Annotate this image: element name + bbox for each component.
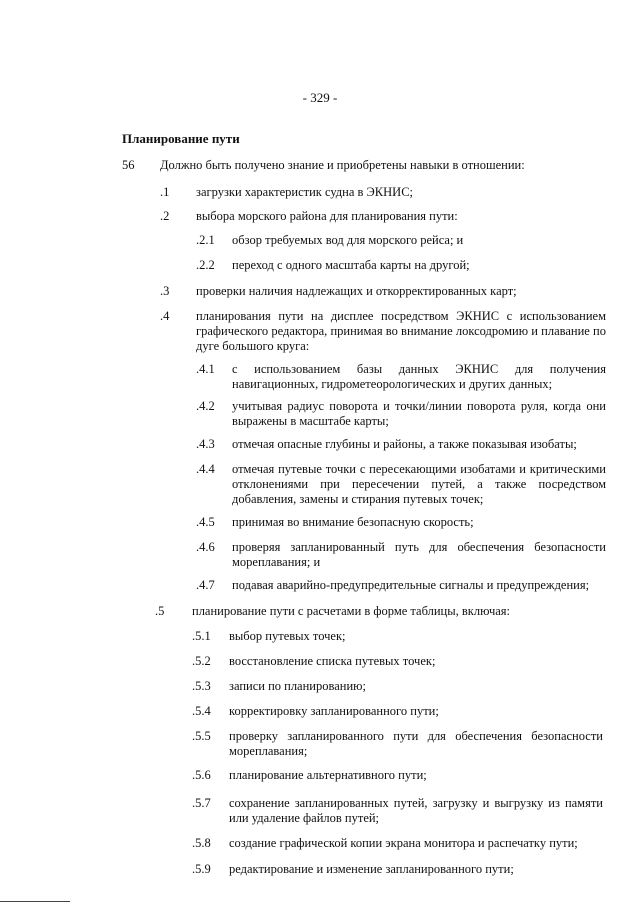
subsub-number: .4.2 [196,399,215,413]
subsub-text: с использованием базы данных ЭКНИС для получения навигационных, гидрометеорологических и других данных; [232,362,606,391]
subsub-number: .2.2 [196,258,215,272]
item-text: Должно быть получено знание и приобретены навыки в отношении: [160,158,525,172]
subsub-number: .4.4 [196,462,215,476]
subsub-number: .4.7 [196,578,215,592]
page-number: - 329 - [302,90,338,105]
sub-text: проверки наличия надлежащих и откорректированных карт; [196,284,517,298]
subsub-number: .4.1 [196,362,215,376]
subsub-number: .5.9 [192,862,211,876]
subsub-text: отмечая путевые точки с пересекающими изобатами и критическими отклонениями при пересечении путей, а также посредством добавления, замены и стирания путевых точек; [232,462,606,506]
subsub-text: корректировку запланированного пути; [229,704,439,718]
subsub-number: .5.8 [192,836,211,850]
subsub-text: редактирование и изменение запланированного пути; [229,862,514,876]
sub-number: .2 [160,209,170,223]
sub-number: .3 [160,284,170,298]
subsub-text: планирование альтернативного пути; [229,768,427,782]
item-number: 56 [122,158,135,172]
subsub-number: .5.1 [192,629,211,643]
subsub-text: создание графической копии экрана монитора и распечатку пути; [229,836,578,850]
subsub-number: .2.1 [196,233,215,247]
subsub-number: .4.3 [196,437,215,451]
subsub-text: принимая во внимание безопасную скорость; [232,515,474,529]
subsub-text: учитывая радиус поворота и точки/линии поворота руля, когда они выражены в масштабе карты; [232,399,606,428]
subsub-number: .5.5 [192,729,211,743]
subsub-text: восстановление списка путевых точек; [229,654,436,668]
subsub-number: .5.7 [192,796,211,810]
sub-number: .4 [160,309,170,323]
subsub-text: выбор путевых точек; [229,629,346,643]
subsub-text: обзор требуемых вод для морского рейса; и [232,233,464,247]
subsub-text: проверку запланированного пути для обеспечения безопасности мореплавания; [229,729,603,758]
sub-text: загрузки характеристик судна в ЭКНИС; [196,185,414,199]
subsub-number: .4.6 [196,540,215,554]
sub-number: .5 [155,604,165,618]
sub-text: выбора морского района для планирования пути: [196,209,458,223]
subsub-text: подавая аварийно-предупредительные сигналы и предупреждения; [232,578,590,592]
subsub-text: отмечая опасные глубины и районы, а также показывая изобаты; [232,437,577,451]
subsub-number: .5.4 [192,704,211,718]
footnote-rule [0,901,70,902]
subsub-number: .4.5 [196,515,215,529]
section-heading: Планирование пути [122,131,240,146]
subsub-text: сохранение запланированных путей, загрузку и выгрузку из памяти или удаление файлов путей; [229,796,603,825]
subsub-number: .5.3 [192,679,211,693]
sub-text: планирование пути с расчетами в форме таблицы, включая: [192,604,511,618]
subsub-text: переход с одного масштаба карты на другой; [232,258,470,272]
subsub-number: .5.2 [192,654,211,668]
subsub-text: проверяя запланированный путь для обеспечения безопасности мореплавания; и [232,540,606,569]
sub-number: .1 [160,185,170,199]
subsub-text: записи по планированию; [229,679,366,693]
subsub-number: .5.6 [192,768,211,782]
sub-text: планирования пути на дисплее посредством ЭКНИС с использованием графического редактора, принимая во внимание локсодромию и плавание по дуге большого круга: [196,309,606,353]
